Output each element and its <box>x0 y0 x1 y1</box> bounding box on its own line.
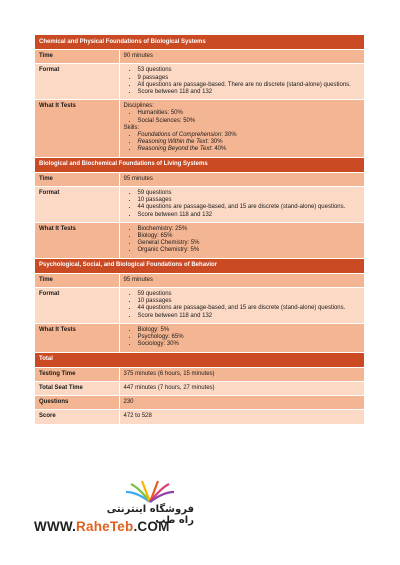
row-label: Time <box>35 50 119 64</box>
row-value: 95 minutes <box>119 172 364 186</box>
list-item <box>138 132 361 139</box>
skills-list <box>124 132 361 154</box>
list-item: • All questions are passage-based. There are no discrete (stand-alone) questions. <box>138 82 361 89</box>
row-label: What It Tests <box>35 323 119 352</box>
list-item: • General Chemistry: 5% <box>138 240 361 247</box>
skill-percent: : 40% <box>211 146 227 153</box>
list-item: • 44 questions are passage-based, and 15 are discrete (stand-alone) questions. <box>138 305 361 312</box>
list-item: • Social Sciences: 50% <box>138 118 361 125</box>
list-item: • 44 questions are passage-based, and 15 are discrete (stand-alone) questions. <box>138 204 361 211</box>
row-value: 375 minutes (6 hours, 15 minutes) <box>119 367 364 381</box>
list-item: • Score between 118 and 132 <box>138 89 361 96</box>
table-row <box>35 187 364 223</box>
row-value: 95 minutes <box>119 273 364 287</box>
section-header <box>35 157 364 172</box>
table-row <box>35 323 364 352</box>
list-item: • Biology: 5% <box>138 327 361 334</box>
list-item: • Score between 118 and 132 <box>138 212 361 219</box>
table-row <box>35 100 364 157</box>
list-item: • Score between 118 and 132 <box>138 313 361 320</box>
table-row <box>35 273 364 287</box>
tests-list <box>124 226 361 255</box>
disciplines-heading: Disciplines: <box>123 103 154 110</box>
section-title: Psychological, Social, and Biological Foundations of Behavior <box>35 258 364 273</box>
list-item: • 10 passages <box>138 298 361 305</box>
section-title: Biological and Biochemical Foundations of Living Systems <box>35 157 364 172</box>
table-row <box>35 222 364 258</box>
list-item: • Biochemistry: 25% <box>138 226 361 233</box>
table-row <box>35 367 364 381</box>
row-label: Time <box>35 172 119 186</box>
list-item: • Organic Chemistry: 5% <box>138 247 361 254</box>
disciplines-list <box>124 110 361 124</box>
row-label: Total Seat Time <box>35 381 119 395</box>
row-label: Testing Time <box>35 367 119 381</box>
list-item <box>138 146 361 153</box>
site-suffix: .COM <box>133 519 170 534</box>
row-label: Format <box>35 288 119 324</box>
list-item: • Biology: 65% <box>138 233 361 240</box>
total-header <box>35 352 364 367</box>
total-title: Total <box>35 352 364 367</box>
mcat-sections-table <box>35 34 364 424</box>
skills-heading: Skills: <box>123 124 140 131</box>
row-label: Time <box>35 273 119 287</box>
row-label: Questions <box>35 396 119 410</box>
table-row <box>35 50 364 64</box>
list-item <box>138 139 361 146</box>
rahe-teb-logo <box>34 468 194 538</box>
list-item: • 59 questions <box>138 190 361 197</box>
list-item: • 10 passages <box>138 197 361 204</box>
row-value <box>119 222 364 258</box>
table-row <box>35 381 364 395</box>
table-row <box>35 410 364 424</box>
skill-name: Reasoning Beyond the Text <box>137 146 211 153</box>
row-value <box>119 64 364 100</box>
row-label: Score <box>35 410 119 424</box>
row-label: What It Tests <box>35 222 119 258</box>
list-item: • 59 questions <box>138 291 361 298</box>
site-brand: RaheTeb <box>76 519 134 534</box>
list-item: • 9 passages <box>138 75 361 82</box>
table-row <box>35 172 364 186</box>
section-header <box>35 35 364 50</box>
row-value: 230 <box>119 396 364 410</box>
site-prefix: WWW. <box>34 519 77 534</box>
format-list <box>124 190 361 219</box>
skill-name: Foundations of Comprehension <box>137 132 222 139</box>
list-item: • Sociology: 30% <box>138 341 361 348</box>
format-list <box>124 291 361 320</box>
row-label: Format <box>35 187 119 223</box>
skill-name: Reasoning Within the Text <box>137 139 208 146</box>
list-item: • Humanities: 50% <box>138 110 361 117</box>
skill-percent: : 30% <box>207 139 223 146</box>
row-value <box>119 100 364 157</box>
table-row <box>35 288 364 324</box>
open-book-icon <box>120 480 180 504</box>
row-value: 472 to 528 <box>119 410 364 424</box>
list-item: • Psychology: 65% <box>138 334 361 341</box>
row-label: Format <box>35 64 119 100</box>
row-value <box>119 288 364 324</box>
table-row <box>35 396 364 410</box>
list-item: • 53 questions <box>138 67 361 74</box>
section-title: Chemical and Physical Foundations of Biological Systems <box>35 35 364 50</box>
row-label: What It Tests <box>35 100 119 157</box>
logo-persian-text: فروشگاه اینترنتی راه طب <box>106 504 194 526</box>
row-value: 90 minutes <box>119 50 364 64</box>
tests-list <box>124 327 361 349</box>
format-list <box>124 67 361 96</box>
table-row <box>35 64 364 100</box>
skill-percent: : 30% <box>221 132 237 139</box>
logo-website <box>34 519 204 534</box>
row-value <box>119 187 364 223</box>
row-value: 447 minutes (7 hours, 27 minutes) <box>119 381 364 395</box>
section-header <box>35 258 364 273</box>
row-value <box>119 323 364 352</box>
